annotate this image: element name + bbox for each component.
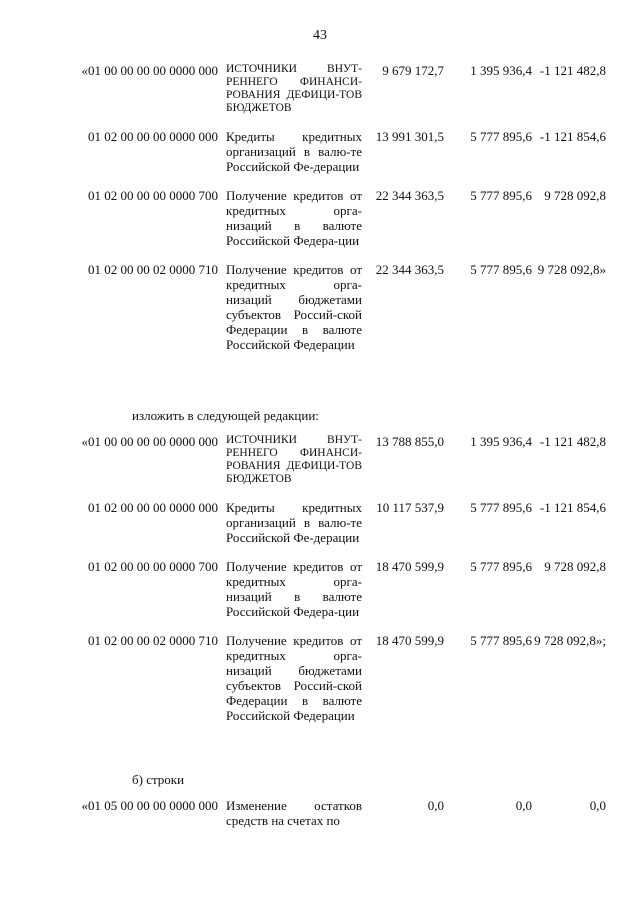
table-row: [0, 262, 640, 352]
budget-code: 01 02 00 00 00 0000 700: [88, 559, 218, 574]
value-col-3: -1 121 482,8: [539, 63, 606, 78]
new-edition-rows-block: [0, 434, 640, 737]
budget-code: 01 02 00 00 00 0000 000: [88, 500, 218, 515]
value-col-1: 22 344 363,5: [375, 188, 444, 203]
page-number: 43: [313, 28, 327, 43]
budget-code: 01 02 00 00 00 0000 000: [88, 129, 218, 144]
value-col-1: 0,0: [427, 798, 444, 813]
rows-block: [0, 798, 640, 842]
value-col-2: 5 777 895,6: [470, 633, 532, 648]
value-col-1: 10 117 537,9: [376, 500, 444, 515]
budget-code: «01 05 00 00 00 0000 000: [81, 798, 218, 813]
row-description: Получение кредитов от кредитных орга-низаций в валюте Российской Федера-ции: [226, 188, 362, 248]
value-col-2: 1 395 936,4: [470, 63, 532, 78]
value-col-1: 9 679 172,7: [382, 63, 444, 78]
value-col-3: 9 728 092,8»: [537, 262, 606, 277]
value-col-1: 13 788 855,0: [375, 434, 444, 449]
budget-code: 01 02 00 00 02 0000 710: [88, 262, 218, 277]
table-row: [0, 63, 640, 115]
value-col-1: 18 470 599,9: [375, 559, 444, 574]
row-description: ИСТОЧНИКИ ВНУТ-РЕННЕГО ФИНАНСИ-РОВАНИЯ ДЕФИЦИ-ТОВ БЮДЖЕТОВ: [226, 63, 362, 114]
value-col-2: 5 777 895,6: [470, 129, 532, 144]
value-col-1: 22 344 363,5: [375, 262, 444, 277]
row-description: Получение кредитов от кредитных орга-низаций в валюте Российской Федера-ции: [226, 559, 362, 619]
table-row: [0, 500, 640, 545]
row-description: Получение кредитов от кредитных орга-низаций бюджетами субъектов Россий-ской Федерации в валюте Российской Федерации: [226, 262, 362, 352]
budget-code: «01 00 00 00 00 0000 000: [81, 434, 218, 449]
value-col-2: 5 777 895,6: [470, 262, 532, 277]
table-row: [0, 188, 640, 248]
value-col-2: 0,0: [515, 798, 532, 813]
new-edition-label: изложить в следующей редакции:: [132, 408, 319, 423]
value-col-3: -1 121 854,6: [539, 500, 606, 515]
row-description: Изменение остатков средств на счетах по: [226, 798, 362, 828]
value-col-2: 5 777 895,6: [470, 500, 532, 515]
value-col-3: 9 728 092,8: [544, 188, 606, 203]
row-description: Кредиты кредитных организаций в валю-те Российской Фе-дерации: [226, 129, 362, 174]
value-col-3: 0,0: [589, 798, 606, 813]
budget-code: 01 02 00 00 00 0000 700: [88, 188, 218, 203]
budget-code: «01 00 00 00 00 0000 000: [81, 63, 218, 78]
row-description: ИСТОЧНИКИ ВНУТ-РЕННЕГО ФИНАНСИ-РОВАНИЯ ДЕФИЦИ-ТОВ БЮДЖЕТОВ: [226, 434, 362, 485]
table-row: [0, 633, 640, 723]
value-col-3: -1 121 854,6: [539, 129, 606, 144]
value-col-2: 5 777 895,6: [470, 559, 532, 574]
original-rows-block: [0, 63, 640, 366]
value-col-2: 5 777 895,6: [470, 188, 532, 203]
table-row: [0, 434, 640, 486]
row-description: Кредиты кредитных организаций в валю-те Российской Фе-дерации: [226, 500, 362, 545]
value-col-2: 1 395 936,4: [470, 434, 532, 449]
rows-label: б) строки: [132, 772, 185, 787]
row-description: Получение кредитов от кредитных орга-низаций бюджетами субъектов Россий-ской Федерации в валюте Российской Федерации: [226, 633, 362, 723]
value-col-3: -1 121 482,8: [539, 434, 606, 449]
table-row: [0, 129, 640, 174]
value-col-3: 9 728 092,8: [544, 559, 606, 574]
table-row: [0, 559, 640, 619]
value-col-1: 18 470 599,9: [375, 633, 444, 648]
table-row: [0, 798, 640, 828]
budget-code: 01 02 00 00 02 0000 710: [88, 633, 218, 648]
value-col-3: 9 728 092,8»;: [534, 633, 606, 648]
value-col-1: 13 991 301,5: [375, 129, 444, 144]
